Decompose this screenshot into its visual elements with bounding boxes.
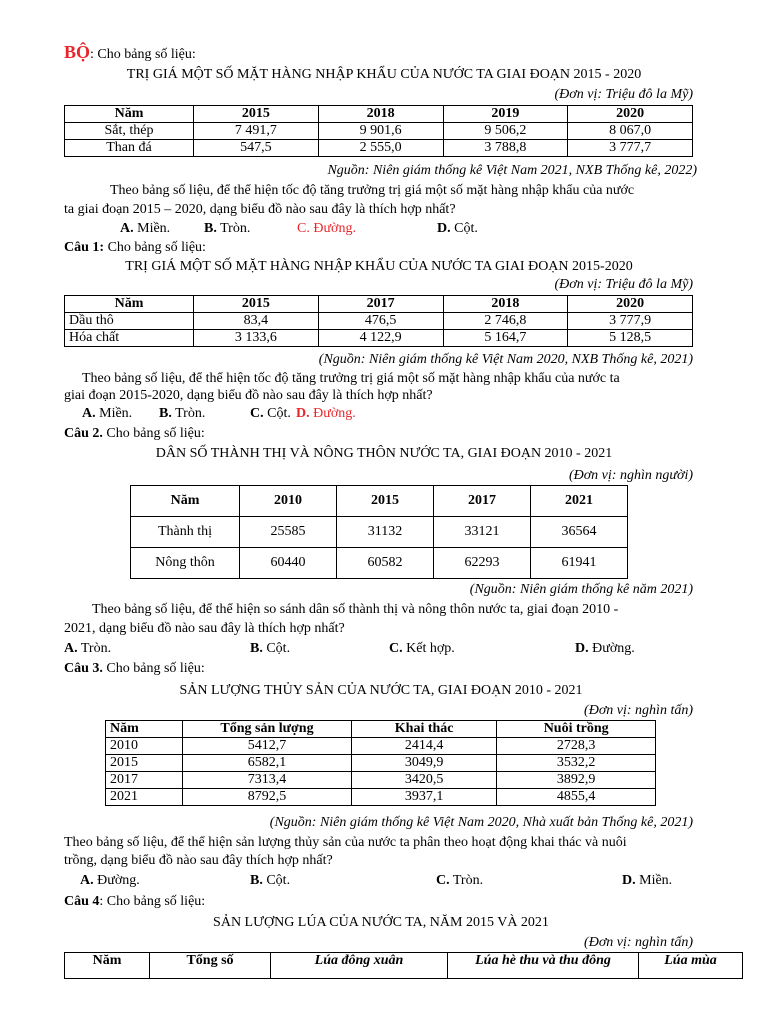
table-row (65, 123, 693, 140)
q4-table-title: SẢN LƯỢNG LÚA CỦA NƯỚC TA, NĂM 2015 VÀ 2021 (213, 915, 549, 930)
table-cell: 25585 (240, 517, 337, 548)
table-row (131, 548, 628, 579)
q3-question-line: trồng, dạng biểu đồ nào sau đây thích hợp nhất? (64, 853, 333, 868)
table-cell: 8 067,0 (568, 123, 693, 140)
table-cell: 5412,7 (183, 738, 352, 755)
table-header-cell: 2015 (194, 296, 319, 313)
table-row (65, 313, 693, 330)
intro-label: BỘ (64, 42, 91, 62)
q2-table (130, 485, 628, 579)
q2-question-line: Theo bảng số liệu, để thể hiện so sánh dân số thành thị và nông thôn nước ta, giai đoạn 2010 - (92, 602, 619, 617)
table-cell: 5 164,7 (443, 330, 568, 347)
intro-table (64, 105, 693, 157)
table-header-cell: 2021 (531, 486, 628, 517)
q1-unit: (Đơn vị: Triệu đô la Mỹ) (554, 277, 693, 292)
option-a[interactable]: A. Miền. (82, 406, 133, 421)
q1-question-line: Theo bảng số liệu, để thể hiện tốc độ tăng trưởng trị giá một số mặt hàng nhập khẩu của nước ta (82, 371, 620, 386)
q1-heading: Câu 1: Cho bảng số liệu: (64, 240, 206, 255)
table-header-cell: Năm (65, 296, 194, 313)
q2-question-line: 2021, dạng biểu đồ nào sau đây là thích hợp nhất? (64, 621, 345, 636)
option-b[interactable]: B. Cột. (250, 873, 291, 888)
table-header-cell: 2015 (337, 486, 434, 517)
q3-question-line: Theo bảng số liệu, để thể hiện sản lượng thủy sản của nước ta phân theo hoạt động khai thác và nuôi (64, 835, 627, 850)
q1-table (64, 295, 693, 347)
table-header-cell: 2018 (318, 106, 443, 123)
table-cell: 476,5 (318, 313, 443, 330)
option-a[interactable]: A. Đường. (80, 873, 140, 888)
q2-source: (Nguồn: Niên giám thống kê năm 2021) (469, 582, 693, 597)
intro-question-line: ta giai đoạn 2015 – 2020, dạng biểu đồ nào sau đây là thích hợp nhất? (64, 202, 456, 217)
table-header-cell: 2018 (443, 296, 568, 313)
table-header-row (65, 106, 693, 123)
table-header-cell: 2017 (318, 296, 443, 313)
table-row (106, 772, 656, 789)
table-cell: Thành thị (131, 517, 240, 548)
table-cell: 31132 (337, 517, 434, 548)
table-cell: 4855,4 (497, 789, 656, 806)
intro-heading (64, 44, 196, 63)
table-header-cell: 2010 (240, 486, 337, 517)
q2-table-title: DÂN SỐ THÀNH THỊ VÀ NÔNG THÔN NƯỚC TA, GIAI ĐOẠN 2010 - 2021 (155, 446, 613, 461)
q3-heading: Câu 3. Cho bảng số liệu: (64, 661, 205, 676)
table-cell: 61941 (531, 548, 628, 579)
intro-question-line: Theo bảng số liệu, để thể hiện tốc độ tăng trưởng trị giá một số mặt hàng nhập khẩu của nước (110, 183, 635, 198)
option-d[interactable]: D. Đường. (575, 641, 635, 656)
table-header-cell: Năm (65, 106, 194, 123)
q4-unit: (Đơn vị: nghìn tấn) (584, 935, 693, 950)
table-header-row (106, 721, 656, 738)
table-header-cell: 2015 (194, 106, 319, 123)
q4-heading: Câu 4: Cho bảng số liệu: (64, 894, 206, 909)
intro-source: Nguồn: Niên giám thống kê Việt Nam 2021, NXB Thống kê, 2022) (327, 163, 697, 178)
table-cell: 3937,1 (352, 789, 497, 806)
table-cell: 4 122,9 (318, 330, 443, 347)
q2-label: Câu 2. (64, 426, 103, 441)
table-cell: 83,4 (194, 313, 319, 330)
table-cell: 6582,1 (183, 755, 352, 772)
table-header-row (65, 953, 743, 979)
table-header-row (65, 296, 693, 313)
table-row (106, 755, 656, 772)
table-header-cell: 2020 (568, 296, 693, 313)
q1-question-line: giai đoạn 2015-2020, dạng biểu đồ nào sau đây là thích hợp nhất? (64, 388, 433, 403)
table-cell: 7313,4 (183, 772, 352, 789)
table-cell: 9 901,6 (318, 123, 443, 140)
q2-unit: (Đơn vị: nghìn người) (568, 468, 693, 483)
table-cell: 2017 (106, 772, 183, 789)
table-header-cell: Năm (131, 486, 240, 517)
table-cell: Sắt, thép (65, 123, 194, 140)
q3-table-title: SẢN LƯỢNG THỦY SẢN CỦA NƯỚC TA, GIAI ĐOẠN 2010 - 2021 (179, 683, 583, 698)
table-cell: 2010 (106, 738, 183, 755)
table-cell: Nông thôn (131, 548, 240, 579)
option-d[interactable]: D. Miền. (622, 873, 673, 888)
table-cell: 3 133,6 (194, 330, 319, 347)
option-d[interactable]: D. Đường. (296, 406, 356, 421)
table-header-cell: 2017 (434, 486, 531, 517)
table-cell: 8792,5 (183, 789, 352, 806)
table-header-cell: Lúa mùa (639, 953, 743, 979)
q2-heading: Câu 2. Cho bảng số liệu: (64, 426, 205, 441)
table-row (65, 140, 693, 157)
table-header-cell: Nuôi trồng (497, 721, 656, 738)
option-d[interactable]: D. Cột. (437, 221, 478, 236)
q4-label: Câu 4 (64, 894, 100, 909)
option-b[interactable]: B. Tròn. (204, 221, 251, 236)
table-row (106, 738, 656, 755)
table-cell: Hóa chất (65, 330, 194, 347)
table-header-cell: 2019 (443, 106, 568, 123)
intro-table-title: TRỊ GIÁ MỘT SỐ MẶT HÀNG NHẬP KHẨU CỦA NƯỚC TA GIAI ĐOẠN 2015 - 2020 (126, 67, 642, 82)
q1-label: Câu 1: (64, 240, 105, 255)
table-cell: 60440 (240, 548, 337, 579)
table-cell: 62293 (434, 548, 531, 579)
table-cell: 2015 (106, 755, 183, 772)
table-cell: Than đá (65, 140, 194, 157)
table-cell: 3 777,7 (568, 140, 693, 157)
table-cell: Dầu thô (65, 313, 194, 330)
option-c[interactable]: C. Đường. (297, 221, 356, 236)
option-b[interactable]: B. Cột. (250, 641, 291, 656)
table-row (131, 517, 628, 548)
q3-label: Câu 3. (64, 661, 103, 676)
table-cell: 2728,3 (497, 738, 656, 755)
table-header-cell: Năm (65, 953, 150, 979)
table-cell: 7 491,7 (194, 123, 319, 140)
table-cell: 33121 (434, 517, 531, 548)
table-header-cell: 2020 (568, 106, 693, 123)
table-cell: 2021 (106, 789, 183, 806)
table-cell: 3892,9 (497, 772, 656, 789)
table-row (65, 330, 693, 347)
table-cell: 3420,5 (352, 772, 497, 789)
table-cell: 3049,9 (352, 755, 497, 772)
q1-table-title: TRỊ GIÁ MỘT SỐ MẶT HÀNG NHẬP KHẨU CỦA NƯỚC TA GIAI ĐOẠN 2015-2020 (125, 259, 633, 274)
option-c[interactable]: C. Cột. (250, 406, 291, 421)
table-row (106, 789, 656, 806)
table-header-row (131, 486, 628, 517)
q3-source: (Nguồn: Niên giám thống kê Việt Nam 2020, Nhà xuất bản Thống kê, 2021) (269, 815, 693, 830)
table-cell: 3532,2 (497, 755, 656, 772)
table-cell: 2 555,0 (318, 140, 443, 157)
table-cell: 5 128,5 (568, 330, 693, 347)
q4-table (64, 952, 743, 979)
table-header-cell: Lúa hè thu và thu đông (448, 953, 639, 979)
table-cell: 3 788,8 (443, 140, 568, 157)
option-a[interactable]: A. Miền. (120, 221, 171, 236)
option-a[interactable]: A. Tròn. (64, 641, 112, 656)
table-header-cell: Năm (106, 721, 183, 738)
table-cell: 547,5 (194, 140, 319, 157)
q3-unit: (Đơn vị: nghìn tấn) (584, 703, 693, 718)
table-cell: 36564 (531, 517, 628, 548)
option-c[interactable]: C. Kết hợp. (389, 641, 455, 656)
q3-table (105, 720, 656, 806)
option-c[interactable]: C. Tròn. (436, 873, 484, 888)
table-header-cell: Lúa đông xuân (271, 953, 448, 979)
q1-source: (Nguồn: Niên giám thống kê Việt Nam 2020, NXB Thống kê, 2021) (318, 352, 693, 367)
table-cell: 60582 (337, 548, 434, 579)
table-header-cell: Tổng sản lượng (183, 721, 352, 738)
table-cell: 9 506,2 (443, 123, 568, 140)
table-cell: 2 746,8 (443, 313, 568, 330)
intro-unit: (Đơn vị: Triệu đô la Mỹ) (554, 87, 693, 102)
option-b[interactable]: B. Tròn. (159, 406, 206, 421)
table-cell: 2414,4 (352, 738, 497, 755)
table-cell: 3 777,9 (568, 313, 693, 330)
table-header-cell: Khai thác (352, 721, 497, 738)
table-header-cell: Tổng số (150, 953, 271, 979)
intro-lead: : Cho bảng số liệu: (90, 47, 196, 62)
